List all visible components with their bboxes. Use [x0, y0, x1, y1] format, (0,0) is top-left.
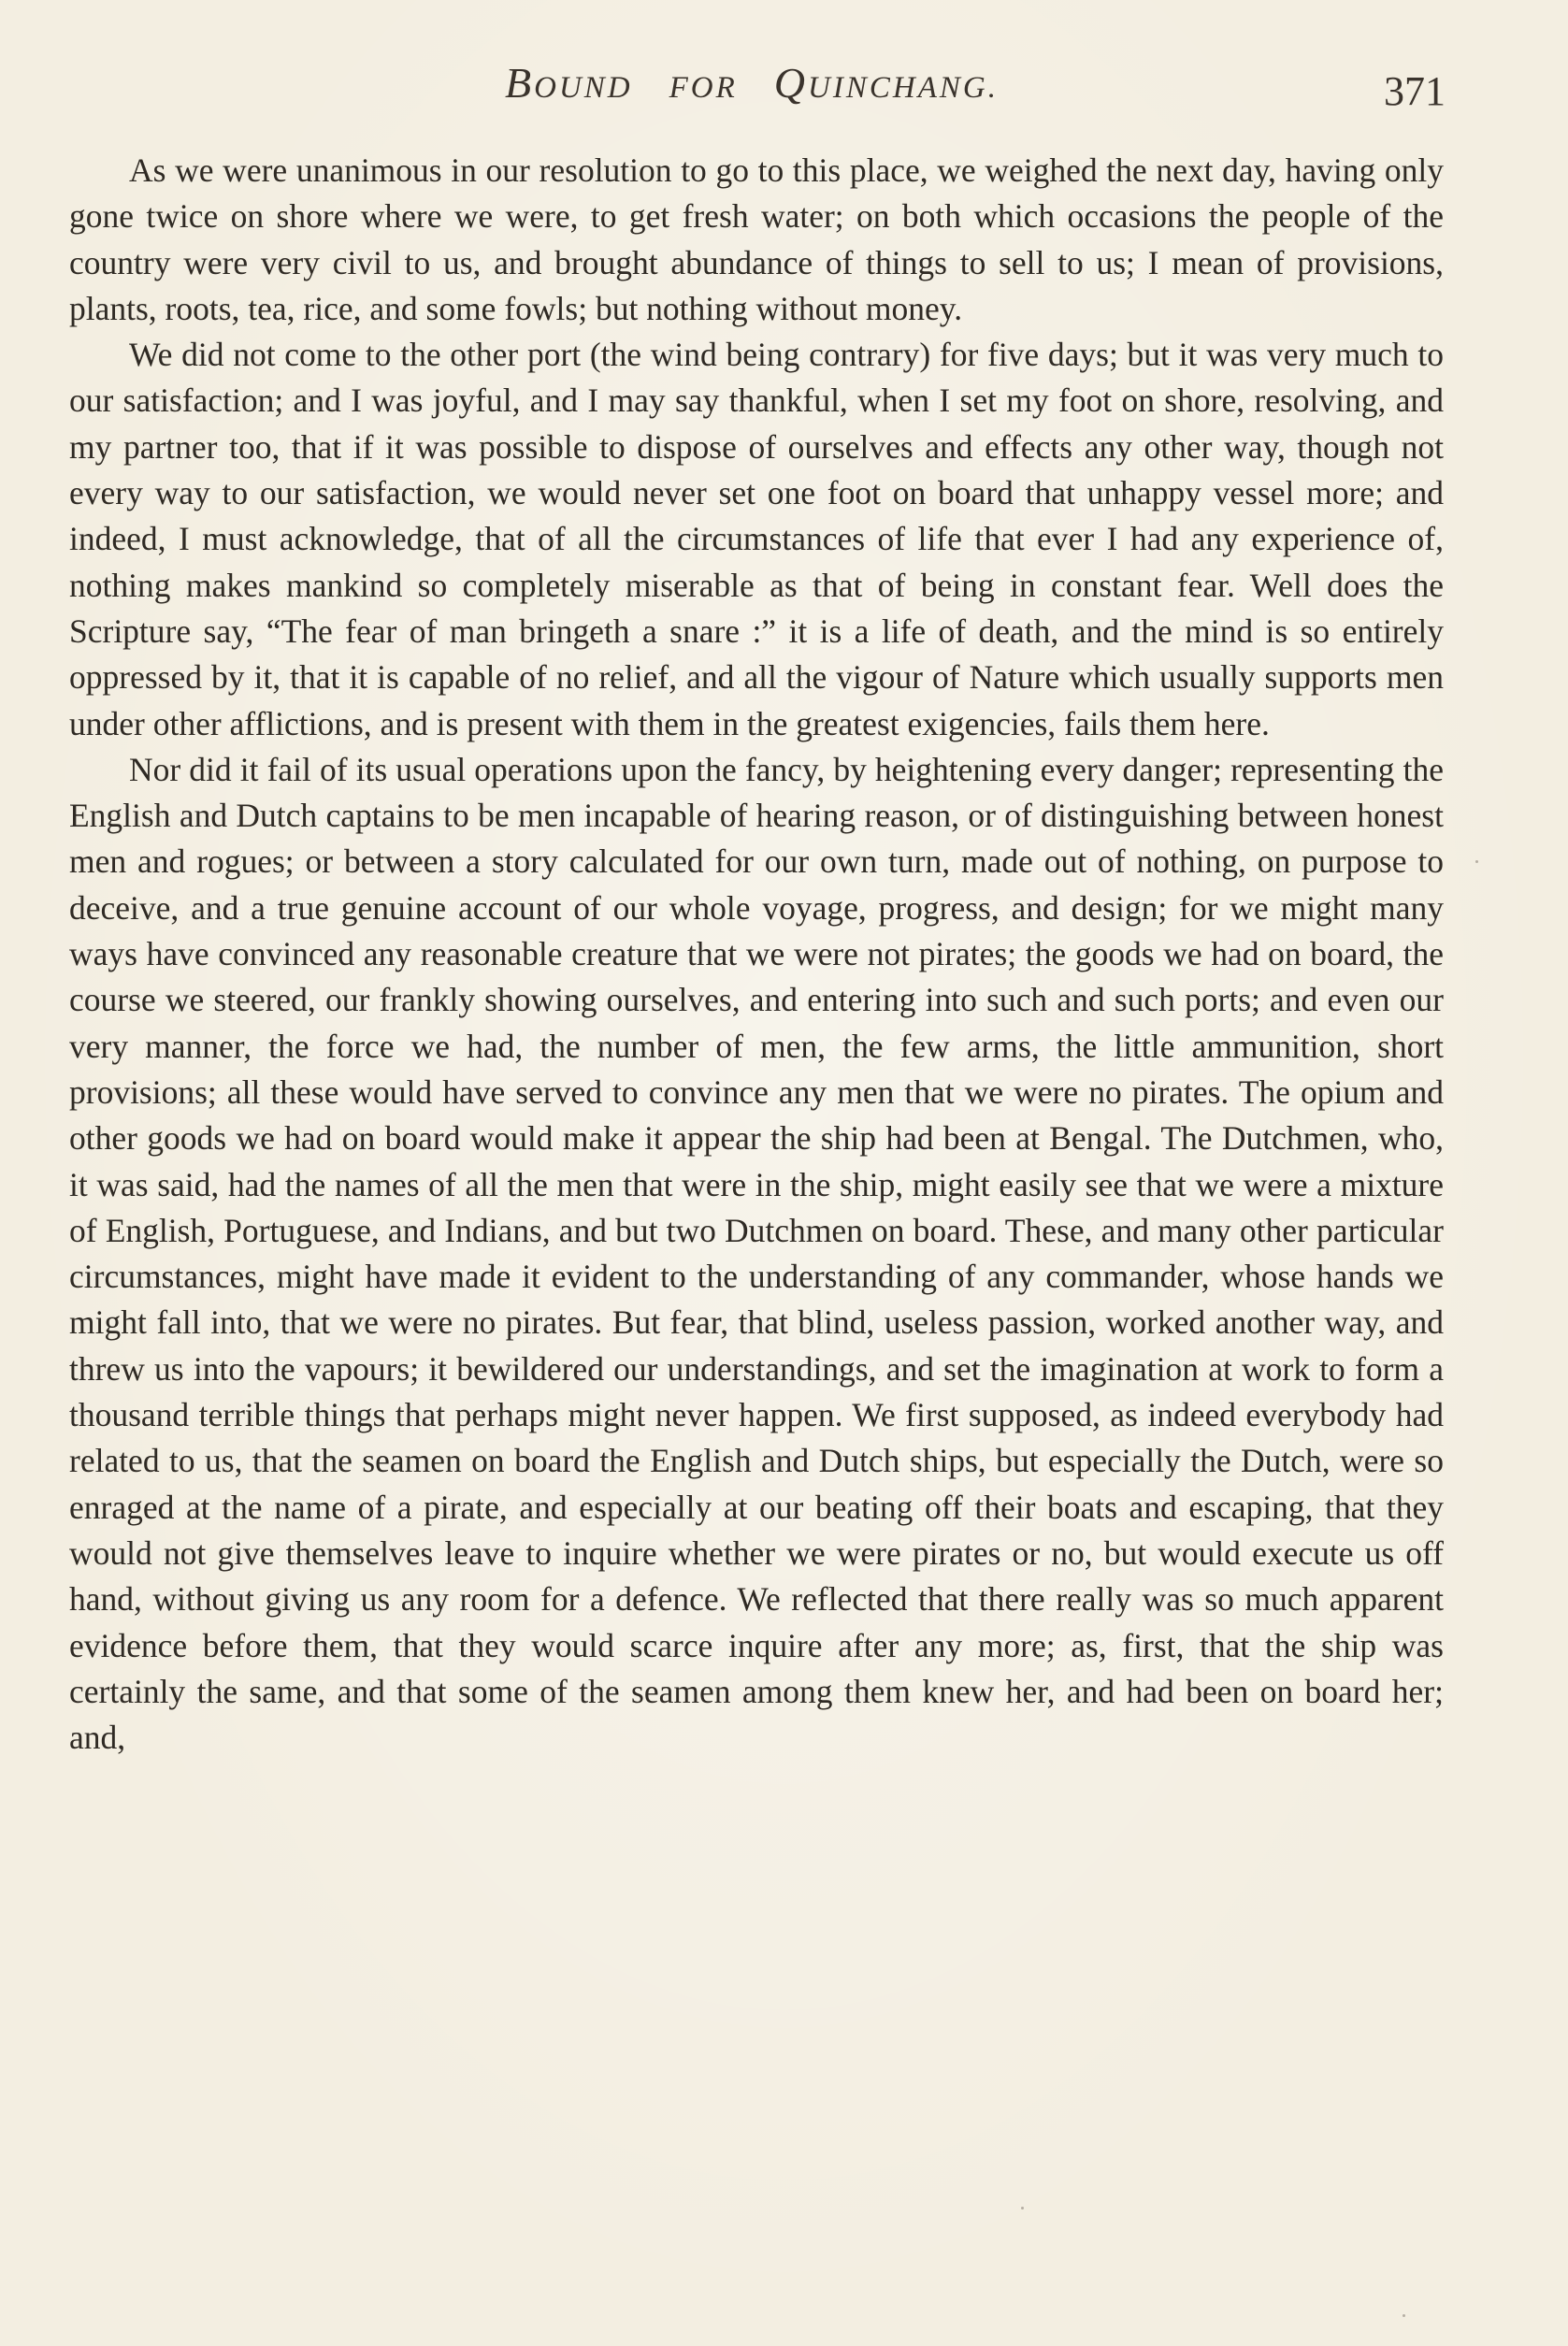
paragraph-3: Nor did it fail of its usual operations upon the fancy, by heightening every danger; representing the English and Dutch captains to be men incapable of hearing reason, or of distinguishing between honest men and rogues; or between a story calculated for our own turn, made out of nothing, on purpose to deceive, and a true genuine account of our whole voyage, progress, and design; for we might many ways have convinced any reasonable creature that we were not pirates; the goods we had on board, the course we steered, our frankly showing ourselves, and entering into such and such ports; and even our very manner, the force we had, the number of men, the few arms, the little ammunition, short provisions; all these would have served to convince any men that we were no pirates. The opium and other goods we had on board would make it appear the ship had been at Bengal. The Dutchmen, who, it was said, had the names of all the men that were in the ship, might easily see that we were a mixture of English, Portuguese, and Indians, and but two Dutchmen on board. These, and many other particular circumstances, might have made it evident to the understanding of any commander, whose hands we might fall into, that we were no pirates. But fear, that blind, useless passion, worked another way, and threw us into the vapours; it bewildered our understandings, and set the imagination at work to form a thousand terrible things that perhaps might never happen. We first supposed, as indeed everybody had related to us, that the seamen on board the English and Dutch ships, but especially the Dutch, were so enraged at the name of a pirate, and especially at our beating off their boats and escaping, that they would not give themselves leave to inquire whether we were pirates or no, but would execute us off hand, without giving us any room for a defence. We reflected that there really was so much apparent evidence before them, that they would scarce inquire after any more; as, first, that the ship was certainly the same, and that some of the seamen among them knew her, and had been on board her; and,: [69, 750, 1444, 1757]
paper-speck: [1403, 2314, 1405, 2317]
body-text: [69, 148, 1444, 1761]
paper-speck: [1021, 2207, 1024, 2209]
running-head-word-1: OUND: [534, 71, 633, 105]
paper-speck: [1475, 860, 1478, 863]
running-head-initial: B: [505, 59, 535, 107]
running-head-word-2: FOR: [669, 71, 738, 105]
page-number: 371: [1384, 68, 1446, 114]
paragraph-1: As we were unanimous in our resolution to go to this place, we weighed the next day, having only gone twice on shore where we were, to get fresh water; on both which occasions the people of the country were very civil to us, and brought abundance of things to sell to us; I mean of provisions, plants, roots, tea, rice, and some fowls; but nothing without money.: [69, 151, 1444, 327]
running-head-word-3: UINCHANG.: [808, 71, 999, 105]
paragraph-2: We did not come to the other port (the wind being contrary) for five days; but it was very much to our satisfaction; and I was joyful, and I may say thankful, when I set my foot on shore, resolving, and my partner too, that if it was possible to dispose of ourselves and effects any other way, though not every way to our satisfaction, we would never set one foot on board that unhappy vessel more; and indeed, I must acknowledge, that of all the circumstances of life that ever I had any experience of, nothing makes mankind so completely miserable as that of being in constant fear. Well does the Scripture say, “The fear of man bringeth a snare :” it is a life of death, and the mind is so entirely oppressed by it, that it is capable of no relief, and all the vigour of Nature which usually supports men under other afflictions, and is present with them in the greatest exigencies, fails them here.: [69, 336, 1444, 742]
running-head-initial-2: Q: [773, 59, 809, 107]
running-head: [505, 58, 999, 108]
